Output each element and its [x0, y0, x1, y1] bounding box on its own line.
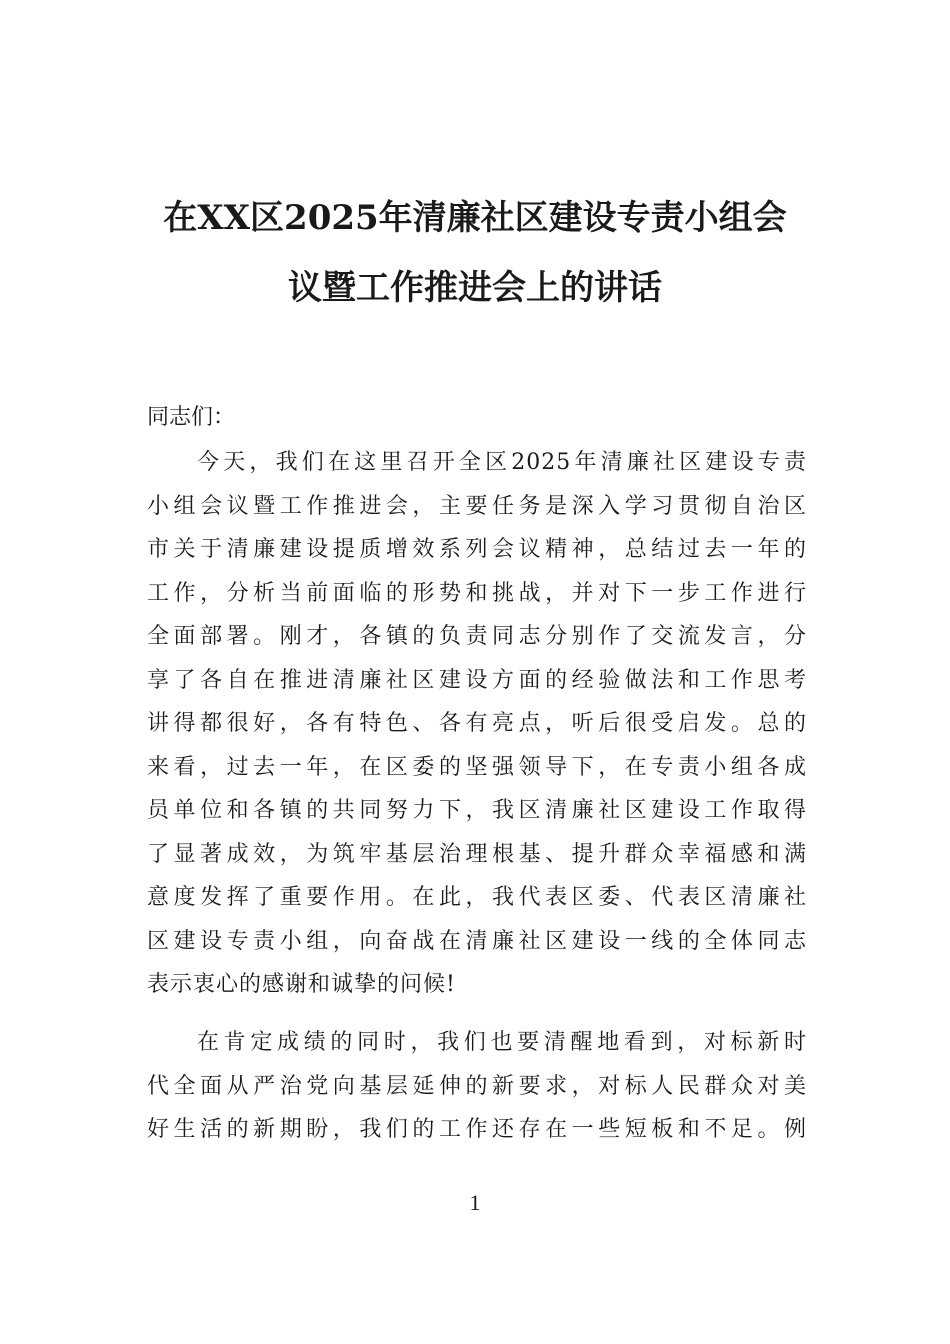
paragraph-2	[147, 1021, 807, 1152]
paragraph-line: 意度发挥了重要作用。在此，我代表区委、代表区清廉社	[147, 885, 807, 910]
paragraph-line: 表示衷心的感谢和诚挚的问候!	[147, 972, 456, 997]
paragraph-line: 市关于清廉建设提质增效系列会议精神，总结过去一年的	[147, 537, 807, 562]
document-title-line-1: 在XX区2025年清廉社区建设专责小组会	[163, 198, 787, 238]
paragraph-line: 讲得都很好，各有特色、各有亮点，听后很受启发。总的	[147, 711, 807, 736]
salutation: 同志们：	[147, 405, 236, 430]
paragraph-line: 今天，我们在这里召开全区2025年清廉社区建设专责	[197, 450, 807, 475]
paragraph-line: 员单位和各镇的共同努力下，我区清廉社区建设工作取得	[147, 798, 807, 823]
paragraph-line: 工作，分析当前面临的形势和挑战，并对下一步工作进行	[147, 580, 807, 606]
paragraph-1	[147, 441, 807, 1007]
paragraph-line: 享了各自在推进清廉社区建设方面的经验做法和工作思考	[147, 667, 807, 693]
paragraph-line: 来看，过去一年，在区委的坚强领导下，在专责小组各成	[147, 754, 807, 780]
paragraph-line: 了显著成效，为筑牢基层治理根基、提升群众幸福感和满	[147, 841, 807, 867]
page-number: 1	[469, 1190, 481, 1215]
paragraph-line: 全面部署。刚才，各镇的负责同志分别作了交流发言，分	[147, 624, 807, 649]
paragraph-line: 在肯定成绩的同时，我们也要清醒地看到，对标新时	[197, 1030, 807, 1055]
paragraph-line: 区建设专责小组，向奋战在清廉社区建设一线的全体同志	[147, 928, 807, 954]
document-title-line-2: 议暨工作推进会上的讲话	[288, 268, 662, 308]
paragraph-line: 好生活的新期盼，我们的工作还存在一些短板和不足。例	[147, 1117, 807, 1142]
paragraph-line: 代全面从严治党向基层延伸的新要求，对标人民群众对美	[147, 1073, 807, 1099]
paragraph-line: 小组会议暨工作推进会，主要任务是深入学习贯彻自治区	[147, 493, 807, 519]
